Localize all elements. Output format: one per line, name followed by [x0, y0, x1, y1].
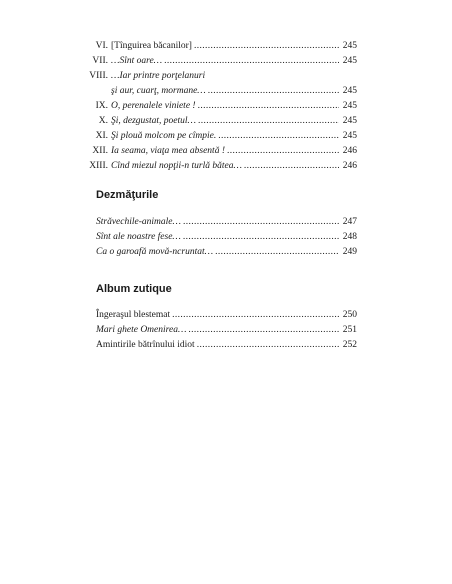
dot-leader [197, 339, 339, 351]
dot-leader [198, 100, 339, 112]
entry-page-number: 245 [342, 56, 357, 66]
toc-entry-sint-ale-noastre [96, 231, 357, 243]
dot-leader [208, 85, 339, 97]
entry-page-number: 246 [342, 161, 357, 171]
dot-leader [244, 160, 339, 172]
toc-entry-xi [84, 130, 357, 142]
entry-number: XIII. [89, 161, 108, 171]
entry-title: Sînt ale noastre fese… [96, 232, 181, 242]
entry-page-number: 249 [342, 247, 357, 257]
toc-entry-viii-continued [84, 85, 357, 97]
dot-leader [164, 55, 339, 67]
entry-number: VIII. [89, 71, 108, 81]
entry-page-number: 250 [342, 310, 357, 320]
entry-number: XI. [95, 131, 108, 141]
toc-entry-ix [84, 100, 357, 112]
dot-leader [183, 216, 339, 228]
entry-title: Şi plouă molcom pe cîmpie. [111, 131, 217, 141]
entry-page-number: 246 [342, 146, 357, 156]
toc-entry-xiii [84, 160, 357, 172]
entry-title: Şi, dezgustat, poetul… [111, 116, 196, 126]
entry-page-number: 245 [342, 116, 357, 126]
entry-title: Ia seama, viaţa mea absentă ! [111, 146, 225, 156]
entry-page-number: 245 [342, 86, 357, 96]
toc-entry-ingerasul [96, 309, 357, 321]
entry-number: IX. [95, 101, 108, 111]
section-heading-dezmaturile: Dezmăţurile [96, 189, 159, 201]
toc-entry-vii [84, 55, 357, 67]
toc-entry-x [84, 115, 357, 127]
entry-page-number: 247 [342, 217, 357, 227]
entry-page-number: 245 [342, 131, 357, 141]
entry-number: XII. [92, 146, 108, 156]
entry-title: …Sînt oare… [111, 56, 163, 66]
entry-title: şi aur, cuarţ, mormane… [111, 86, 206, 96]
entry-page-number: 245 [342, 101, 357, 111]
entry-number: VII. [92, 56, 108, 66]
entry-title: [Tînguirea băcanilor] [111, 41, 192, 51]
entry-title: Cînd miezul nopţii-n turlă bătea… [111, 161, 242, 171]
dot-leader [218, 130, 338, 142]
entry-page-number: 252 [342, 340, 357, 350]
entry-number: X. [98, 116, 108, 126]
dot-leader [198, 115, 339, 127]
dot-leader [172, 309, 339, 321]
toc-entry-amintirile [96, 339, 357, 351]
entry-page-number: 251 [342, 325, 357, 335]
entry-page-number: 248 [342, 232, 357, 242]
entry-title: Amintirile bătrînului idiot [96, 340, 195, 350]
dot-leader [188, 324, 338, 336]
toc-entry-ca-o-garoafa [96, 246, 357, 258]
entry-title: …Iar printre porţelanuri [111, 71, 206, 81]
entry-number: VI. [95, 41, 108, 51]
toc-entry-xii [84, 145, 357, 157]
entry-title: Străvechile-animale… [96, 217, 181, 227]
dot-leader [215, 246, 339, 258]
toc-entry-mari-ghete [96, 324, 357, 336]
entry-title: Ca o garoafă movă-ncruntat… [96, 247, 214, 257]
dot-leader [183, 231, 339, 243]
toc-entry-stravechile [96, 216, 357, 228]
entry-page-number: 245 [342, 41, 357, 51]
section-heading-album-zutique: Album zutique [96, 283, 172, 295]
entry-title: O, perenalele viniete ! [111, 101, 196, 111]
toc-entry-vi [84, 40, 357, 52]
dot-leader [194, 40, 339, 52]
dot-leader [227, 145, 339, 157]
toc-entry-viii [84, 70, 357, 82]
entry-title: Îngeraşul blestemat [96, 310, 171, 320]
entry-title: Mari ghete Omenirea… [96, 325, 187, 335]
